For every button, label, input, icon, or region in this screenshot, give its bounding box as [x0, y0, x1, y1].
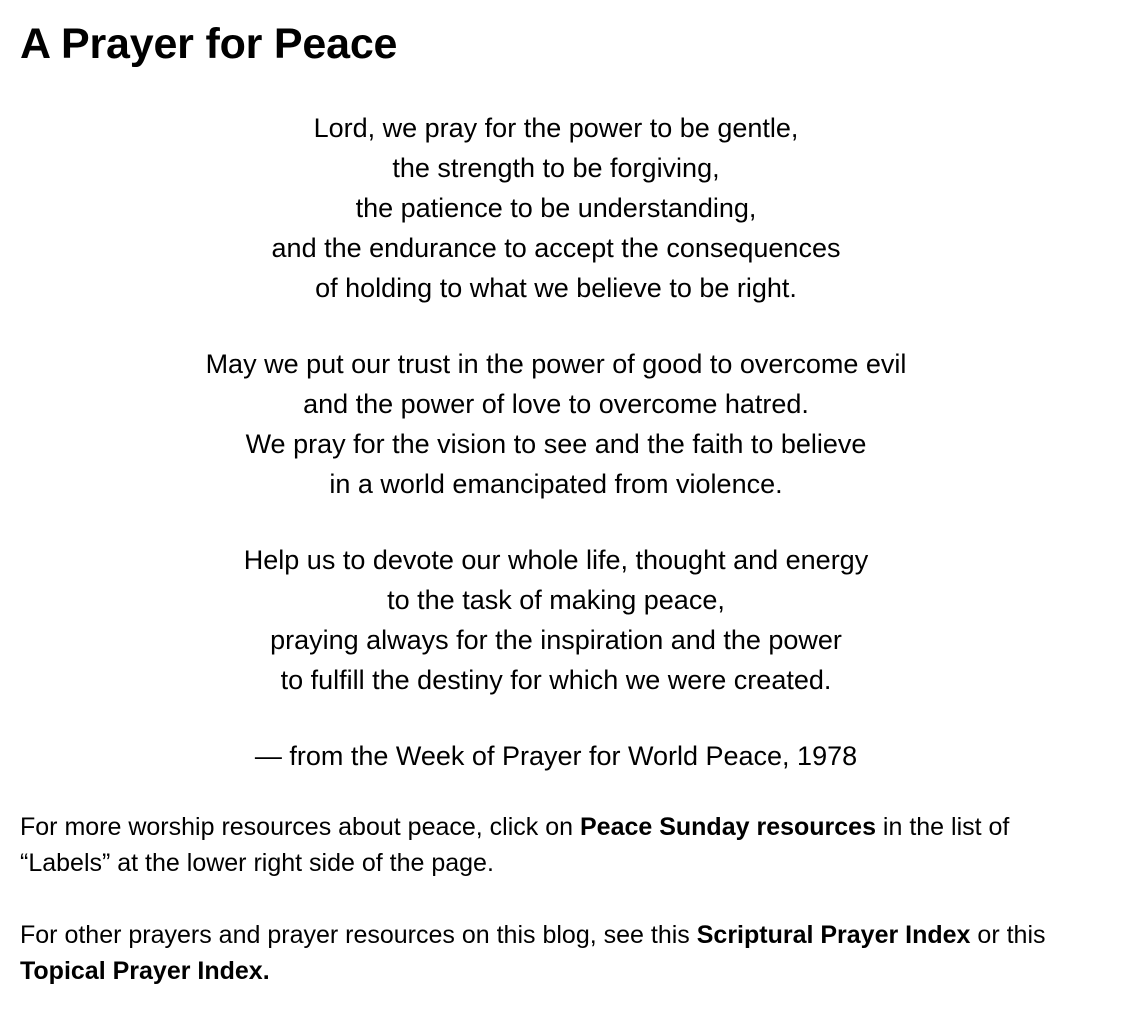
note-text: For more worship resources about peace, click on [20, 813, 580, 841]
topical-prayer-index-link[interactable]: Topical Prayer Index. [20, 957, 270, 985]
poem-line: and the power of love to overcome hatred. [303, 389, 809, 419]
peace-sunday-resources-link[interactable]: Peace Sunday resources [579, 813, 876, 841]
poem-line: We pray for the vision to see and the faith to believe [245, 429, 867, 459]
note-text: in the list of “Labels” at the lower right side of the page. [20, 813, 1010, 877]
poem-line: in a world emancipated from violence. [329, 469, 783, 499]
note-text: or this [970, 921, 1046, 949]
poem-line: and the endurance to accept the consequences [271, 233, 841, 263]
poem-line: of holding to what we believe to be right. [315, 273, 797, 303]
poem-line: praying always for the inspiration and the power [270, 625, 842, 655]
poem-line: Lord, we pray for the power to be gentle, [313, 113, 799, 143]
poem-stanza [20, 344, 1092, 504]
poem-line: to the task of making peace, [387, 585, 725, 615]
prayer-poem [20, 108, 1092, 776]
poem-stanza [20, 108, 1092, 308]
page-title: A Prayer for Peace [20, 20, 398, 68]
poem-line: to fulfill the destiny for which we were created. [280, 665, 832, 695]
prayer-index-note [20, 917, 1104, 989]
poem-line: Help us to devote our whole life, thought and energy [243, 545, 869, 575]
poem-line: May we put our trust in the power of good to overcome evil [205, 349, 907, 379]
scriptural-prayer-index-link[interactable]: Scriptural Prayer Index [696, 921, 971, 949]
note-text: For other prayers and prayer resources on this blog, see this [20, 921, 697, 949]
poem-line: the patience to be understanding, [355, 193, 757, 223]
poem-stanza [20, 540, 1092, 700]
poem-line: the strength to be forgiving, [392, 153, 720, 183]
peace-resources-note [20, 809, 1104, 881]
poem-attribution: — from the Week of Prayer for World Peace, 1978 [254, 741, 858, 771]
